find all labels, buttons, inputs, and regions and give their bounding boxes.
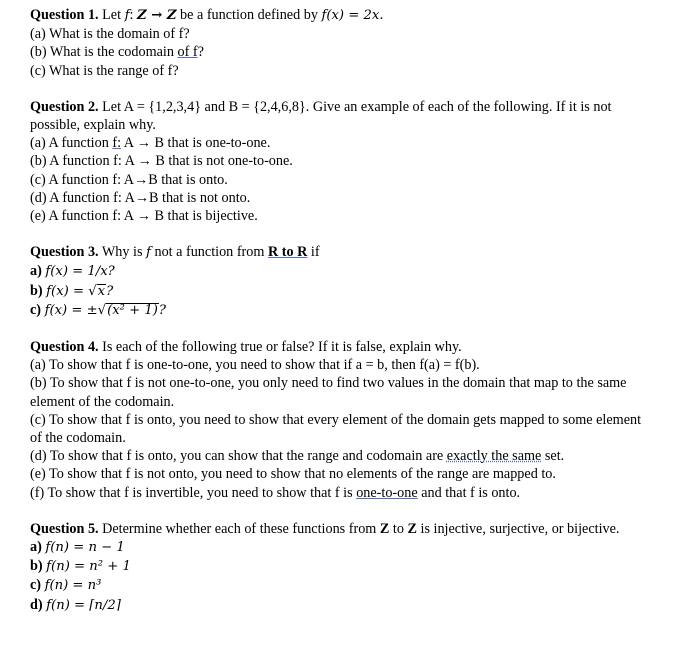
q5-part-d-label: d) <box>30 596 43 613</box>
q5-part-b-label: b) <box>30 558 43 575</box>
q5-title: Question 5. <box>30 520 99 537</box>
q1-part-b <box>30 43 656 61</box>
q1-part-b-pre: (b) What is the codomain <box>30 44 178 61</box>
q2-title: Question 2. <box>30 98 99 115</box>
q4-part-e: (e) To show that f is not onto, you need to show that no elements of the range are mapped to. <box>30 466 556 483</box>
q1-stem-map: Z → Z <box>136 8 177 23</box>
q5-stem <box>30 520 656 538</box>
q2-part-a-pre: (a) A function <box>30 135 113 152</box>
q5-part-c <box>30 576 656 595</box>
q3-part-c-label: c) <box>30 301 42 318</box>
q3-stem-text-c: if <box>307 244 320 261</box>
q5-part-c-label: c) <box>30 577 42 594</box>
q1-title: Question 1. <box>30 7 99 23</box>
q5-part-a-label: a) <box>30 539 42 556</box>
q4-stem-text: Is each of the following true or false? If it is false, explain why. <box>102 339 462 356</box>
q2-part-e: (e) A function f: A → B that is bijective. <box>30 208 258 225</box>
q4-part-d-link: exactly the same <box>446 448 542 465</box>
q3-stem-link: R to R <box>267 244 308 261</box>
q2-part-a-post: A → B that is one-to-one. <box>121 135 271 152</box>
q1-stem-formula: f(x) = 2x. <box>321 8 384 23</box>
q2-stem <box>30 98 656 134</box>
q2-part-a <box>30 134 656 152</box>
q1-part-a: (a) What is the domain of f? <box>30 26 190 43</box>
q3-part-b-expr-post: ? <box>106 283 114 299</box>
q3-stem-f: f <box>146 245 151 261</box>
q3-part-b-label: b) <box>30 282 43 299</box>
q5-stem-z2: Z <box>407 520 417 537</box>
q5-stem-text-c: is injective, surjective, or bijective. <box>416 520 620 537</box>
q1-stem-text-b: be a function defined by <box>176 7 322 23</box>
q5-stem-text-b: to <box>389 520 408 537</box>
q2-part-d: (d) A function f: A→B that is not onto. <box>30 189 251 206</box>
q4-part-d <box>30 447 656 465</box>
q1-stem-text-a: Let <box>102 7 125 23</box>
q5-part-d-expr: f(n) = ⌈n/2⌉ <box>46 597 121 613</box>
q3-part-c-expr-post: ? <box>158 302 166 318</box>
q1-stem-colon: : <box>129 7 137 23</box>
q4-title: Question 4. <box>30 339 99 356</box>
q3-part-b <box>30 282 656 301</box>
q3-part-b-expr-pre: f(x) = √ <box>46 283 97 299</box>
q2-part-b: (b) A function f: A → B that is not one-to-one. <box>30 153 293 170</box>
worksheet <box>30 6 656 615</box>
q1-part-b-post: ? <box>197 44 204 61</box>
q3-part-c-radicand: (x² + 1) <box>107 302 158 318</box>
q4-part-c: (c) To show that f is onto, you need to show that every element of the domain gets mapped to some element of the codomain. <box>30 411 642 447</box>
q5-stem-text-a: Determine whether each of these functions from <box>98 520 380 537</box>
q5-part-c-expr: f(n) = n³ <box>44 578 102 594</box>
q3-part-c <box>30 301 656 320</box>
q2-stem-text: Let A = {1,2,3,4} and B = {2,4,6,8}. Give an example of each of the following. If it is not possible, explain why. <box>30 98 612 134</box>
q3-stem-text-b: not a function from <box>150 244 268 261</box>
q5-part-a-expr: f(n) = n − 1 <box>45 540 125 556</box>
q5-part-b <box>30 557 656 576</box>
q5-stem-z1: Z <box>379 520 390 537</box>
q3-part-b-radicand: x <box>97 283 106 299</box>
q3-part-a <box>30 262 656 281</box>
q3-part-c-expr-pre: f(x) = ±√ <box>44 302 107 318</box>
q3-stem-text-a: Why is <box>101 244 147 261</box>
q3-part-a-label: a) <box>30 263 42 280</box>
q4-part-f <box>30 484 656 502</box>
q5-part-a <box>30 538 656 557</box>
q4-stem <box>30 338 656 356</box>
q4-part-f-post: and that f is onto. <box>417 484 521 501</box>
q1-part-c: (c) What is the range of f? <box>30 62 179 79</box>
q4-part-d-pre: (d) To show that f is onto, you can show that the range and codomain are <box>30 448 447 465</box>
q4-part-d-post: set. <box>541 448 565 465</box>
q2-part-c: (c) A function f: A→B that is onto. <box>30 171 228 188</box>
q4-part-f-pre: (f) To show that f is invertible, you need to show that f is <box>30 484 357 501</box>
q4-part-b: (b) To show that f is not one-to-one, you only need to find two values in the domain that map to the same element of the codomain. <box>30 375 627 410</box>
q1-part-b-link: of f <box>177 44 198 61</box>
q2-part-a-link: f: <box>112 135 122 152</box>
q4-part-a: (a) To show that f is one-to-one, you need to show that if a = b, then f(a) = f(b). <box>30 357 480 374</box>
q3-part-a-expr: f(x) = 1/x? <box>45 264 115 280</box>
q3-title: Question 3. <box>30 244 99 261</box>
q3-stem <box>30 243 656 262</box>
q5-part-b-expr: f(n) = n² + 1 <box>46 559 131 575</box>
q4-part-f-link: one-to-one <box>356 484 418 501</box>
q1-stem-f: f <box>124 8 130 23</box>
q5-part-d <box>30 596 656 615</box>
q1-stem <box>30 6 656 25</box>
